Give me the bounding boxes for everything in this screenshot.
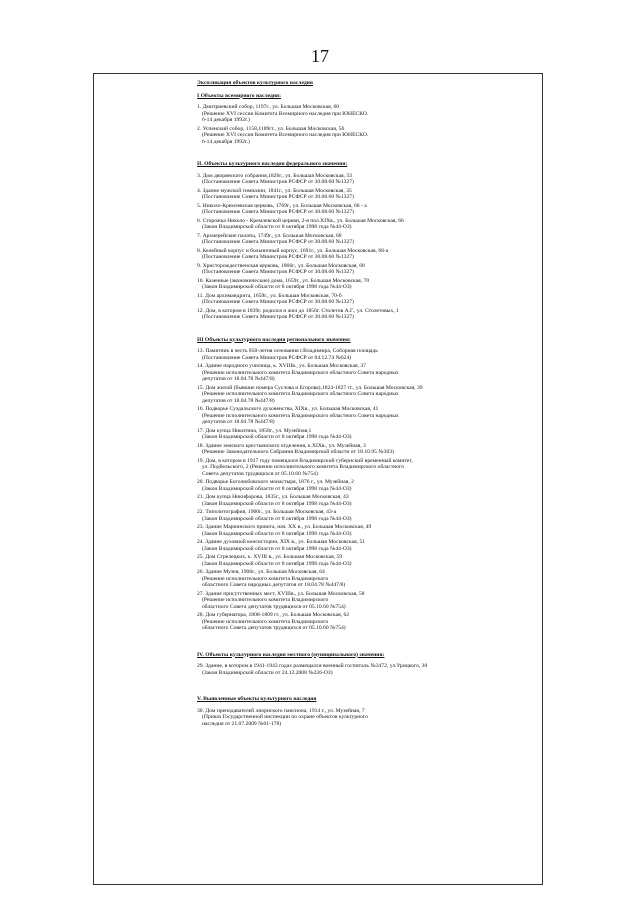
heritage-entry bbox=[197, 104, 537, 124]
entry-reference-line: (Решение XVI сессии Комитета Всемирного наследия при ЮНЕСКО. bbox=[202, 132, 369, 138]
heritage-entry bbox=[197, 458, 537, 478]
entry-reference-line: (Решение исполнительного комитета Владимирского bbox=[202, 618, 329, 625]
entry-reference-line: (Постановление Совета Министров РСФСР от 04.12.74 №624) bbox=[202, 354, 352, 361]
entry-title-line: 14. Здание народного училища, к. XVIIIв., ул. Большая Московская, 37 bbox=[197, 363, 366, 369]
entry-title-line: 1. Дмитриевский собор, 1197г., ул. Большая Московская, 60 bbox=[197, 104, 340, 110]
entry-reference-line: (Закон Владимирской области от 8 октября 1998 года №44-ОЗ) bbox=[202, 560, 352, 567]
entry-reference-line: (Решение исполнительного комитета Владимирского областного Совета народных bbox=[202, 369, 399, 376]
entry-reference-line: (Постановление Совета Министров РСФСР от 30.08.60 №1327) bbox=[202, 269, 354, 275]
entry-reference-line: (Закон Владимирской области от 8 октября 1998 года №44-ОЗ) bbox=[202, 434, 352, 440]
entry-title-line: 28. Дом губернатора, 1808-1809 гг., ул. Большая Московская, 62 bbox=[197, 612, 350, 618]
sections-container bbox=[197, 93, 537, 728]
section-heading: III Объекты культурного наследия регионального значения: bbox=[197, 336, 351, 343]
heritage-entry bbox=[197, 569, 537, 589]
entry-reference-line: областного Совета депутатов трудящихся от 05.10.60 №754) bbox=[202, 625, 346, 631]
entry-reference-line: (Постановление Совета Министров РСФСР от 30.08.60 №1327) bbox=[202, 194, 354, 200]
entry-reference-line: (Закон Владимирской области от 8 октября 1998 года №44-ОЗ) bbox=[202, 515, 352, 522]
section bbox=[197, 678, 537, 727]
heritage-entry bbox=[197, 293, 537, 306]
heritage-entry bbox=[197, 509, 537, 522]
entry-title-line: 10. Казенные (экономические) дома, 1659г., ул. Большая Московская, 70 bbox=[197, 277, 370, 284]
section-heading: IV. Объекты культурного наследия местного (муниципального) значения: bbox=[197, 651, 385, 658]
entry-title-line: 20. Подворье Боголюбовского монастыря, 1876 г., ул. Музейная, 2 bbox=[197, 479, 354, 485]
entry-reference-line: (Закон Владимирской области от 24.12.2008 №226-ОЗ) bbox=[202, 669, 333, 676]
entry-reference-line: 6-14 декабря 1992г.) bbox=[202, 138, 250, 145]
entry-reference-line: (Решение исполнительного комитета Владимирского областного Совета народных bbox=[202, 391, 399, 397]
section bbox=[197, 323, 537, 632]
entry-reference-line: (Закон Владимирской области от 8 октября 1998 года №44-ОЗ) bbox=[202, 530, 352, 537]
entry-reference-line: (Постановление Совета Министров РСФСР от 30.08.60 №1327) bbox=[202, 254, 354, 260]
section bbox=[197, 147, 537, 321]
entry-title-line: 27. Здание присутственных мест, XVIIIв., ул. Большая Московская, 58 bbox=[197, 590, 365, 597]
entry-reference-line: (Закон Владимирской области от 8 октября 1998 года №44-ОЗ) bbox=[202, 284, 352, 290]
heritage-entry bbox=[197, 248, 537, 261]
heritage-entry bbox=[197, 554, 537, 567]
heritage-entry bbox=[197, 218, 537, 231]
document-body bbox=[197, 80, 537, 729]
entry-title-line: 2. Успенский собор, 1158,1189гг., ул. Большая Московская, 56 bbox=[197, 125, 345, 132]
section-heading: I Объекты всемирного наследия: bbox=[197, 92, 281, 99]
entry-reference-line: депутатов от 18.04.78 №447/8) bbox=[202, 376, 275, 382]
entry-reference-line: (Решение исполнительного комитета Владимирского областного Совета народных bbox=[202, 412, 399, 419]
page-number: 17 bbox=[311, 46, 329, 66]
entry-title-line: 24. Здание духовной консистории, XIX в., ул. Большая Московская, 51 bbox=[197, 539, 366, 545]
section bbox=[197, 93, 537, 146]
entry-reference-line: наследия от 21.07.2009 №01-178) bbox=[202, 720, 282, 727]
entry-title-line: 17. Дом купца Никитина, 1858г., ул. Музейная,1 bbox=[197, 427, 312, 434]
entry-reference-line: (Постановление Совета Министров РСФСР от 30.08.60 №1327) bbox=[202, 209, 354, 215]
entry-title-line: 21. Дом купца Никифорова, 1835г., ул. Большая Московская, 43 bbox=[197, 494, 349, 500]
entry-reference-line: областного Совета депутатов трудящихся от 05.10.60 №754) bbox=[202, 603, 346, 610]
heritage-entry bbox=[197, 126, 537, 146]
entry-reference-line: депутатов от 18.04.78 №447/8) bbox=[202, 397, 275, 404]
heritage-entry bbox=[197, 591, 537, 611]
entry-reference-line: (Решение XVI сессии Комитета Всемирного наследия при ЮНЕСКО. bbox=[202, 110, 369, 117]
entry-title-line: 13. Памятник в честь 850-летия основания г.Владимира, Соборная площадь bbox=[197, 348, 378, 354]
document-title: Экспликация объектов культурного наследия bbox=[197, 80, 313, 86]
entry-title-line: 12. Дом, в котором в 1839г. родился и жил до 1856г. Столетов А.Г., ул. Столетовых, 1 bbox=[197, 307, 399, 314]
entry-reference-line: (Решение Законодательного Собрания Владимирской области от 18.10.95 №303) bbox=[202, 449, 394, 455]
entry-title-line: 5. Николо-Кремлевская церковь, 1769г., ул. Большая Московская, 66 - а bbox=[197, 202, 367, 209]
entry-title-line: 23. Здание Мариинского приюта, нач. XX в., ул. Большая Московская, 49 bbox=[197, 524, 372, 530]
entry-title-line: 11. Дом архимандрита, 1659г., ул. Большая Московская, 70-б bbox=[197, 292, 342, 299]
entry-title-line: 22. Типолитография, 1900г., ул. Большая Московская, 43-а bbox=[197, 509, 337, 515]
entry-reference-line: (Постановление Совета Министров РСФСР от 30.08.60 №1327) bbox=[202, 179, 354, 185]
entry-reference-line: ул. Подбельского, 2 (Решение исполнительного комитета Владимирского областного bbox=[202, 464, 405, 470]
entry-reference-line: (Приказ Государственной инспекции по охране объектов культурного bbox=[202, 714, 368, 720]
section-heading: V. Выявленные объекты культурного наследия bbox=[197, 696, 317, 702]
entry-reference-line: (Решение исполнительного комитета Владимирского bbox=[202, 575, 329, 582]
section bbox=[197, 634, 537, 677]
entry-reference-line: (Решение исполнительного комитета Владимирского bbox=[202, 597, 329, 603]
heritage-entry bbox=[197, 233, 537, 246]
heritage-entry bbox=[197, 188, 537, 201]
heritage-entry bbox=[197, 406, 537, 426]
heritage-entry bbox=[197, 524, 537, 537]
entry-title-line: 25. Дом Стрелецких, к. XVIII в., ул. Большая Московская, 59 bbox=[197, 554, 343, 560]
entry-reference-line: областного Совета народных депутатов от 18.04.78 №447/8) bbox=[202, 582, 346, 588]
heritage-entry bbox=[197, 308, 537, 321]
entry-reference-line: (Закон Владимирской области от 8 октября 1998 года №44-ОЗ) bbox=[202, 545, 352, 552]
entry-reference-line: депутатов от 18.04.78 №447/8) bbox=[202, 419, 275, 425]
entry-title-line: 7. Архиерейские палаты, 1749г., ул. Большая Московская, 68 bbox=[197, 232, 342, 239]
heritage-entry bbox=[197, 263, 537, 276]
heritage-entry bbox=[197, 173, 537, 186]
heritage-entry bbox=[197, 612, 537, 632]
entry-reference-line: Совета депутатов трудящихся от 05.10.60 №754) bbox=[202, 470, 318, 477]
section-heading: II. Объекты культурного наследия федерального значения: bbox=[197, 161, 348, 167]
entry-reference-line: (Постановление Совета Министров РСФСР от 30.08.60 №1327) bbox=[202, 314, 354, 320]
heritage-entry bbox=[197, 539, 537, 552]
heritage-entry bbox=[197, 363, 537, 383]
entry-title-line: 19. Дом, в котором в 1917 году помещался Владимирский губернский временный комитет, bbox=[197, 457, 413, 464]
heritage-entry bbox=[197, 708, 537, 728]
heritage-entry bbox=[197, 385, 537, 405]
entry-title-line: 18. Здание земского крестьянского отделения, к.XIXв., ул. Музейная, 3 bbox=[197, 442, 366, 449]
heritage-entry bbox=[197, 494, 537, 507]
entry-reference-line: (Постановление Совета Министров РСФСР от 30.08.60 №1327) bbox=[202, 239, 354, 245]
entry-title-line: 8. Келейный корпус и больничный корпус, 1691г., ул. Большая Московская, 68-а bbox=[197, 247, 389, 254]
heritage-entry bbox=[197, 428, 537, 441]
entry-reference-line: (Закон Владимирской области от 8 октября 1998 года №44-ОЗ) bbox=[202, 500, 352, 507]
heritage-entry bbox=[197, 348, 537, 361]
heritage-entry bbox=[197, 278, 537, 291]
entry-title-line: 9. Христорождественская церковь, 1866г., ул. Большая Московская, 68 bbox=[197, 262, 365, 269]
entry-title-line: 26. Здание Музея, 1906г., ул. Большая Московская, 64 bbox=[197, 569, 325, 575]
entry-reference-line: (Постановление Совета Министров РСФСР от 30.08.60 №1327) bbox=[202, 299, 354, 305]
entry-reference-line: (Закон Владимирской области от 8 октября 1998 года №44-ОЗ) bbox=[202, 485, 352, 492]
entry-title-line: 15. Дом жилой (бывшие номера Суслова и Егорова),1824-1827 гг., ул. Большая Московская, 39 bbox=[197, 384, 423, 391]
heritage-entry bbox=[197, 479, 537, 492]
heritage-entry bbox=[197, 443, 537, 456]
entry-title-line: 16. Подворье Суздальского духовенства, XIXв., ул. Большая Московская, 41 bbox=[197, 406, 379, 412]
entry-reference-line: 6-14 декабря 1992г.) bbox=[202, 117, 250, 123]
entry-title-line: 4. Здание мужской гимназии, 1841г., ул. Большая Московская, 35 bbox=[197, 187, 352, 194]
entry-title-line: 3. Дом дворянского собрания,1826г., ул. Большая Московская, 33 bbox=[197, 172, 352, 179]
heritage-entry bbox=[197, 203, 537, 216]
entry-title-line: 30. Дом преподавателей лиорнского пансиона, 1914 г., ул. Музейная, 7 bbox=[197, 707, 365, 714]
heritage-entry bbox=[197, 663, 537, 676]
entry-reference-line: (Закон Владимирской области от 8 октября 1998 года №44-ОЗ) bbox=[202, 224, 352, 230]
entry-title-line: 29. Здание, в котором в 1941-1943 годах размещался военный госпиталь №3472, ул.Урицкого, 30 bbox=[197, 663, 428, 669]
entry-title-line: 6. Сторожка Николо - Кремлевской церкви, 2-я пол.XIXв., ул. Большая Московская, 66 bbox=[197, 217, 404, 224]
